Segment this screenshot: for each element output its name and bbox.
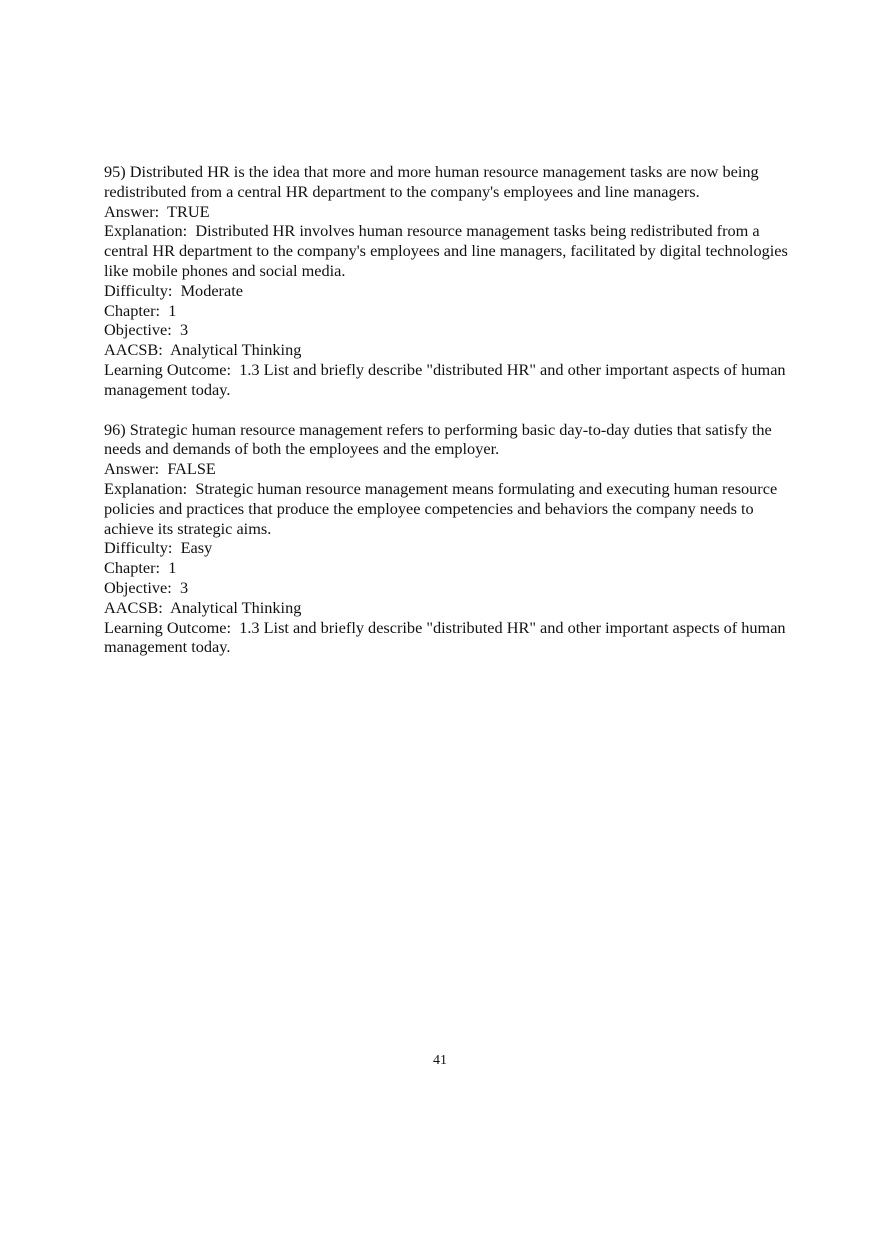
explanation-text: Distributed HR involves human resource management tasks being redistributed from a central HR department to the company's employees and line managers, facilitated by digital technologies like mobile phones and social media.	[104, 221, 792, 280]
answer-label: Answer:	[104, 459, 160, 479]
chapter-label: Chapter:	[104, 300, 161, 320]
chapter-label: Chapter:	[104, 558, 161, 578]
question-96	[104, 420, 794, 658]
question-statement	[104, 420, 794, 460]
objective-value: 3	[179, 577, 189, 597]
aacsb-label: AACSB:	[104, 340, 163, 360]
aacsb-line	[104, 340, 794, 360]
chapter-line	[104, 301, 794, 321]
chapter-value: 1	[168, 300, 177, 320]
question-number: 96)	[104, 419, 126, 439]
learning-outcome-text: 1.3 List and briefly describe "distributed HR" and other important aspects of human management today.	[104, 617, 790, 657]
difficulty-value: Moderate	[180, 280, 243, 300]
question-text: Distributed HR is the idea that more and more human resource management tasks are now being redistributed from a central HR department to the company's employees and line managers.	[104, 162, 763, 201]
learning-outcome-text: 1.3 List and briefly describe "distributed HR" and other important aspects of human management today.	[104, 359, 790, 399]
objective-label: Objective:	[104, 320, 172, 340]
chapter-value: 1	[168, 558, 177, 578]
aacsb-value: Analytical Thinking	[170, 597, 302, 617]
difficulty-label: Difficulty:	[104, 538, 173, 558]
objective-value: 3	[179, 320, 189, 340]
learning-outcome-line	[104, 360, 794, 400]
objective-label: Objective:	[104, 577, 172, 597]
explanation-line	[104, 479, 794, 538]
explanation-label: Explanation:	[104, 478, 188, 498]
page-content	[104, 162, 794, 657]
chapter-line	[104, 558, 794, 578]
explanation-line	[104, 221, 794, 280]
learning-outcome-line	[104, 618, 794, 658]
difficulty-value: Easy	[180, 538, 213, 558]
learning-outcome-label: Learning Outcome:	[104, 617, 232, 637]
learning-outcome-label: Learning Outcome:	[104, 359, 232, 379]
answer-value: FALSE	[167, 459, 216, 479]
aacsb-value: Analytical Thinking	[170, 340, 302, 360]
aacsb-label: AACSB:	[104, 597, 163, 617]
objective-line	[104, 578, 794, 598]
answer-line	[104, 459, 794, 479]
aacsb-line	[104, 598, 794, 618]
difficulty-label: Difficulty:	[104, 280, 173, 300]
explanation-text: Strategic human resource management means formulating and executing human resource policies and practices that produce the employee competencies and behaviors the company needs to achieve its strategic aims.	[104, 478, 782, 538]
answer-line	[104, 202, 794, 222]
difficulty-line	[104, 281, 794, 301]
question-95	[104, 162, 794, 400]
objective-line	[104, 320, 794, 340]
difficulty-line	[104, 538, 794, 558]
answer-label: Answer:	[104, 201, 160, 221]
answer-value: TRUE	[167, 201, 210, 221]
explanation-label: Explanation:	[104, 221, 188, 241]
question-text: Strategic human resource management refers to performing basic day-to-day duties that satisfy the needs and demands of both the employees and the employer.	[104, 419, 776, 459]
page-number: 41	[433, 1053, 447, 1068]
question-statement	[104, 162, 794, 202]
question-number: 95)	[104, 162, 126, 181]
